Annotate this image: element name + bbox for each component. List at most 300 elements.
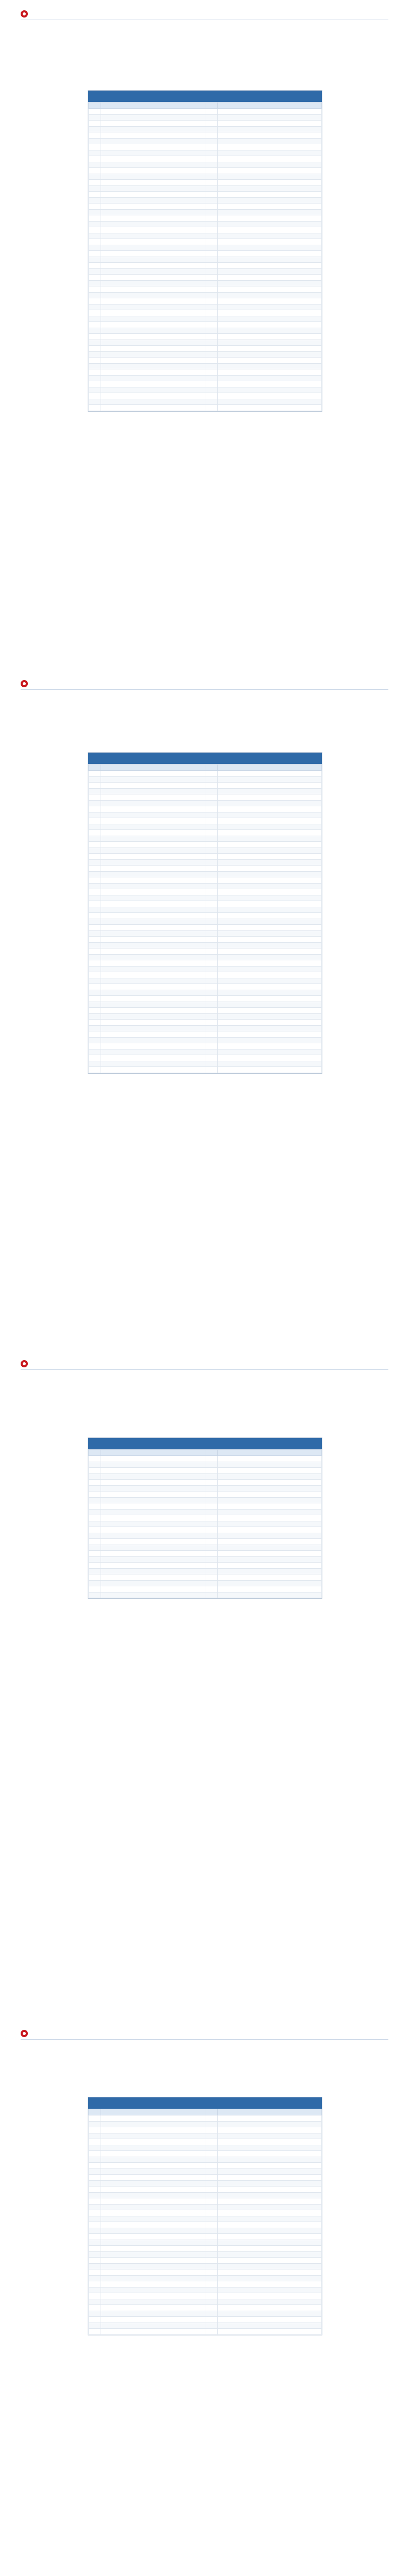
row-number xyxy=(89,954,101,960)
company-name xyxy=(218,381,322,387)
row-number xyxy=(205,1043,218,1049)
row-number xyxy=(89,1574,101,1581)
company-name xyxy=(218,334,322,340)
company-name xyxy=(218,263,322,269)
company-name xyxy=(101,2329,205,2335)
company-name xyxy=(101,286,205,293)
row-number xyxy=(205,340,218,346)
column-header-name xyxy=(101,765,205,771)
company-name xyxy=(218,2263,322,2269)
company-name xyxy=(101,2127,205,2133)
table-row xyxy=(89,144,322,150)
table-row xyxy=(89,150,322,156)
row-number xyxy=(89,387,101,393)
column-header-number xyxy=(205,2109,218,2115)
row-number xyxy=(205,405,218,411)
table-row xyxy=(89,883,322,889)
row-number xyxy=(205,2281,218,2287)
table-row xyxy=(89,192,322,198)
table-row xyxy=(89,2145,322,2151)
table-row xyxy=(89,156,322,162)
row-number xyxy=(205,192,218,198)
row-number xyxy=(205,1013,218,1020)
section-title xyxy=(88,91,322,102)
row-number xyxy=(205,812,218,818)
company-name xyxy=(218,859,322,866)
table-row xyxy=(89,1568,322,1574)
table-row xyxy=(89,162,322,168)
company-name xyxy=(101,1061,205,1067)
company-name xyxy=(218,233,322,239)
company-name xyxy=(101,871,205,877)
company-name xyxy=(101,405,205,411)
company-name xyxy=(101,1031,205,1038)
table-row xyxy=(89,2151,322,2157)
row-number xyxy=(89,937,101,943)
row-number xyxy=(89,877,101,884)
row-number xyxy=(89,806,101,812)
table-row xyxy=(89,1002,322,1008)
company-name xyxy=(218,1497,322,1503)
row-number xyxy=(205,889,218,895)
row-number xyxy=(205,393,218,399)
company-name xyxy=(218,800,322,806)
row-number xyxy=(89,1586,101,1592)
company-name xyxy=(101,1551,205,1557)
company-name xyxy=(101,930,205,937)
company-name xyxy=(218,227,322,233)
row-number xyxy=(89,2305,101,2311)
company-name xyxy=(218,209,322,215)
list-panel xyxy=(88,90,322,412)
row-number xyxy=(89,2204,101,2210)
company-name xyxy=(218,192,322,198)
table-row xyxy=(89,913,322,919)
company-name xyxy=(101,776,205,783)
table-row xyxy=(89,1527,322,1533)
row-number xyxy=(89,1456,101,1462)
brand-logo-icon xyxy=(21,680,28,687)
row-number xyxy=(205,1533,218,1539)
row-number xyxy=(205,966,218,972)
row-number xyxy=(205,126,218,132)
company-name xyxy=(218,919,322,925)
company-name xyxy=(101,2157,205,2163)
row-number xyxy=(205,2293,218,2299)
row-number xyxy=(89,907,101,913)
table-row xyxy=(89,2175,322,2181)
table-row xyxy=(89,363,322,369)
company-name xyxy=(218,930,322,937)
row-number xyxy=(89,2293,101,2299)
row-number xyxy=(205,984,218,990)
row-number xyxy=(89,114,101,121)
row-number xyxy=(89,126,101,132)
row-number xyxy=(89,298,101,304)
row-number xyxy=(89,204,101,210)
table-row xyxy=(89,340,322,346)
company-name xyxy=(101,239,205,245)
table-row xyxy=(89,298,322,304)
company-name xyxy=(101,942,205,948)
row-number xyxy=(89,1055,101,1061)
row-number xyxy=(89,2121,101,2127)
company-name xyxy=(101,877,205,884)
company-name xyxy=(218,2234,322,2240)
company-name xyxy=(218,369,322,376)
column-header-number xyxy=(89,1450,101,1456)
page-3 xyxy=(0,1350,409,2014)
company-name xyxy=(101,185,205,192)
company-name xyxy=(218,972,322,978)
row-number xyxy=(89,1527,101,1533)
row-number xyxy=(205,2198,218,2205)
company-name xyxy=(101,984,205,990)
row-number xyxy=(205,1497,218,1503)
table-row xyxy=(89,2204,322,2210)
company-name xyxy=(101,2269,205,2276)
company-name xyxy=(218,2139,322,2145)
table-row xyxy=(89,930,322,937)
row-number xyxy=(205,1586,218,1592)
row-number xyxy=(89,2281,101,2287)
row-number xyxy=(89,1580,101,1586)
row-number xyxy=(89,257,101,263)
company-name xyxy=(218,280,322,286)
row-number xyxy=(205,2210,218,2216)
table-row xyxy=(89,866,322,872)
row-number xyxy=(89,1592,101,1598)
table-row xyxy=(89,794,322,801)
row-number xyxy=(89,848,101,854)
company-name xyxy=(101,972,205,978)
company-name xyxy=(218,2187,322,2193)
company-name xyxy=(101,1503,205,1510)
row-number xyxy=(89,2157,101,2163)
company-name xyxy=(101,363,205,369)
company-name xyxy=(218,2115,322,2122)
table-row xyxy=(89,848,322,854)
row-number xyxy=(89,292,101,298)
table-row xyxy=(89,2222,322,2228)
company-name xyxy=(101,2317,205,2323)
company-name xyxy=(101,358,205,364)
table-row xyxy=(89,1013,322,1020)
row-number xyxy=(89,2287,101,2293)
table-row xyxy=(89,328,322,334)
page-header xyxy=(21,8,388,20)
company-name xyxy=(218,2240,322,2246)
company-name xyxy=(218,848,322,854)
brand-logo-icon xyxy=(21,1360,28,1367)
row-number xyxy=(89,1539,101,1545)
row-number xyxy=(205,788,218,794)
row-number xyxy=(89,2198,101,2205)
row-number xyxy=(205,209,218,215)
row-number xyxy=(89,334,101,340)
row-number xyxy=(205,268,218,275)
row-number xyxy=(205,854,218,860)
row-number xyxy=(89,2317,101,2323)
row-number xyxy=(89,275,101,281)
company-name xyxy=(218,1043,322,1049)
company-name xyxy=(218,1551,322,1557)
row-number xyxy=(205,1563,218,1569)
row-number xyxy=(89,830,101,836)
company-name xyxy=(218,2311,322,2317)
table-row xyxy=(89,245,322,251)
table-row xyxy=(89,215,322,222)
row-number xyxy=(205,2323,218,2329)
company-name xyxy=(101,162,205,168)
row-number xyxy=(205,794,218,801)
table-row xyxy=(89,180,322,186)
table-row xyxy=(89,346,322,352)
company-name xyxy=(101,369,205,376)
company-name xyxy=(218,1031,322,1038)
company-name xyxy=(218,2299,322,2305)
company-name xyxy=(101,197,205,204)
company-name xyxy=(101,1013,205,1020)
row-number xyxy=(205,1592,218,1598)
row-number xyxy=(205,316,218,322)
brand xyxy=(21,1360,31,1367)
row-number xyxy=(89,405,101,411)
company-name xyxy=(218,1008,322,1014)
table-row xyxy=(89,334,322,340)
page-header xyxy=(21,678,388,690)
row-number xyxy=(89,1492,101,1498)
row-number xyxy=(205,2139,218,2145)
row-number xyxy=(205,280,218,286)
row-number xyxy=(205,346,218,352)
company-name xyxy=(101,233,205,239)
row-number xyxy=(89,233,101,239)
company-name xyxy=(218,346,322,352)
row-number xyxy=(205,1545,218,1551)
company-name xyxy=(218,132,322,139)
company-name xyxy=(218,1527,322,1533)
row-number xyxy=(205,996,218,1002)
company-name xyxy=(218,375,322,381)
company-name xyxy=(101,1556,205,1563)
company-name xyxy=(218,2168,322,2175)
table-row xyxy=(89,1574,322,1581)
table-row xyxy=(89,2139,322,2145)
row-number xyxy=(205,204,218,210)
row-number xyxy=(89,2329,101,2335)
company-name xyxy=(218,162,322,168)
row-number xyxy=(89,286,101,293)
table-row xyxy=(89,1480,322,1486)
table-row xyxy=(89,1509,322,1515)
table-row xyxy=(89,1468,322,1474)
row-number xyxy=(89,948,101,955)
row-number xyxy=(205,925,218,931)
row-number xyxy=(205,168,218,174)
company-name xyxy=(218,2127,322,2133)
row-number xyxy=(205,162,218,168)
company-name xyxy=(218,925,322,931)
row-number xyxy=(205,907,218,913)
company-name xyxy=(101,310,205,316)
company-name xyxy=(101,2163,205,2169)
row-number xyxy=(89,1503,101,1510)
row-number xyxy=(89,800,101,806)
table-row xyxy=(89,1497,322,1503)
row-number xyxy=(205,859,218,866)
row-number xyxy=(205,1061,218,1067)
row-number xyxy=(89,322,101,328)
table-row xyxy=(89,771,322,777)
row-number xyxy=(205,399,218,405)
table-row xyxy=(89,2299,322,2305)
row-number xyxy=(205,2246,218,2252)
company-name xyxy=(101,954,205,960)
table-row xyxy=(89,996,322,1002)
table-row xyxy=(89,919,322,925)
row-number xyxy=(89,2151,101,2157)
row-number xyxy=(89,121,101,127)
company-name xyxy=(218,954,322,960)
company-name xyxy=(101,393,205,399)
row-number xyxy=(205,2180,218,2187)
row-number xyxy=(205,2269,218,2276)
company-name xyxy=(218,842,322,848)
company-name xyxy=(101,925,205,931)
row-number xyxy=(89,1013,101,1020)
company-name xyxy=(101,268,205,275)
company-name xyxy=(101,2311,205,2317)
company-name xyxy=(101,960,205,967)
row-number xyxy=(205,800,218,806)
list-panel xyxy=(88,752,322,1074)
company-name xyxy=(101,1521,205,1527)
company-name xyxy=(218,937,322,943)
table-row xyxy=(89,268,322,275)
row-number xyxy=(205,1020,218,1026)
company-name xyxy=(218,966,322,972)
table-row xyxy=(89,322,322,328)
company-name xyxy=(101,138,205,144)
table-row xyxy=(89,1545,322,1551)
table-row xyxy=(89,209,322,215)
company-name xyxy=(101,1509,205,1515)
table-row xyxy=(89,812,322,818)
row-number xyxy=(205,930,218,937)
company-name xyxy=(218,818,322,824)
table-row xyxy=(89,2216,322,2222)
row-number xyxy=(205,138,218,144)
row-number xyxy=(89,2323,101,2329)
row-number xyxy=(205,2133,218,2139)
table-row xyxy=(89,1456,322,1462)
table-row xyxy=(89,1556,322,1563)
company-name xyxy=(218,2323,322,2329)
row-number xyxy=(205,1527,218,1533)
row-number xyxy=(89,2251,101,2258)
page-4 xyxy=(0,2020,409,2576)
row-number xyxy=(205,1580,218,1586)
row-number xyxy=(89,2216,101,2222)
row-number xyxy=(89,783,101,789)
company-name xyxy=(218,1480,322,1486)
row-number xyxy=(89,215,101,222)
company-name xyxy=(101,859,205,866)
table-row xyxy=(89,978,322,984)
company-name xyxy=(218,2133,322,2139)
row-number xyxy=(205,381,218,387)
table-row xyxy=(89,381,322,387)
row-number xyxy=(89,263,101,269)
company-name xyxy=(218,316,322,322)
row-number xyxy=(205,1049,218,1055)
company-name xyxy=(101,2234,205,2240)
row-number xyxy=(205,358,218,364)
row-number xyxy=(205,1456,218,1462)
company-name xyxy=(218,1509,322,1515)
row-number xyxy=(205,871,218,877)
row-number xyxy=(89,978,101,984)
row-number xyxy=(205,2299,218,2305)
row-number xyxy=(205,197,218,204)
company-name xyxy=(101,2115,205,2122)
brand-logo-icon xyxy=(21,2030,28,2037)
row-number xyxy=(89,168,101,174)
row-number xyxy=(205,771,218,777)
company-name xyxy=(101,800,205,806)
row-number xyxy=(89,310,101,316)
list-panel xyxy=(88,2097,322,2335)
row-number xyxy=(89,268,101,275)
table-row xyxy=(89,2127,322,2133)
table-row xyxy=(89,233,322,239)
row-number xyxy=(89,2192,101,2198)
row-number xyxy=(205,972,218,978)
company-name xyxy=(218,257,322,263)
company-name xyxy=(101,204,205,210)
row-number xyxy=(205,2145,218,2151)
company-name xyxy=(101,1473,205,1480)
company-name xyxy=(101,824,205,830)
company-name xyxy=(218,310,322,316)
row-number xyxy=(205,919,218,925)
column-header-number xyxy=(89,103,101,109)
row-number xyxy=(89,156,101,162)
company-name xyxy=(101,1492,205,1498)
row-number xyxy=(205,375,218,381)
company-name xyxy=(101,2204,205,2210)
row-number xyxy=(89,930,101,937)
row-number xyxy=(205,877,218,884)
company-name xyxy=(218,245,322,251)
page-header xyxy=(21,1358,388,1370)
company-name xyxy=(218,901,322,907)
row-number xyxy=(89,1468,101,1474)
row-number xyxy=(205,304,218,310)
company-name xyxy=(218,2222,322,2228)
table-row xyxy=(89,889,322,895)
row-number xyxy=(205,322,218,328)
table-row xyxy=(89,800,322,806)
company-name xyxy=(101,2151,205,2157)
company-name xyxy=(218,2287,322,2293)
table-row xyxy=(89,109,322,115)
row-number xyxy=(89,245,101,251)
row-number xyxy=(205,2121,218,2127)
row-number xyxy=(205,866,218,872)
row-number xyxy=(89,316,101,322)
